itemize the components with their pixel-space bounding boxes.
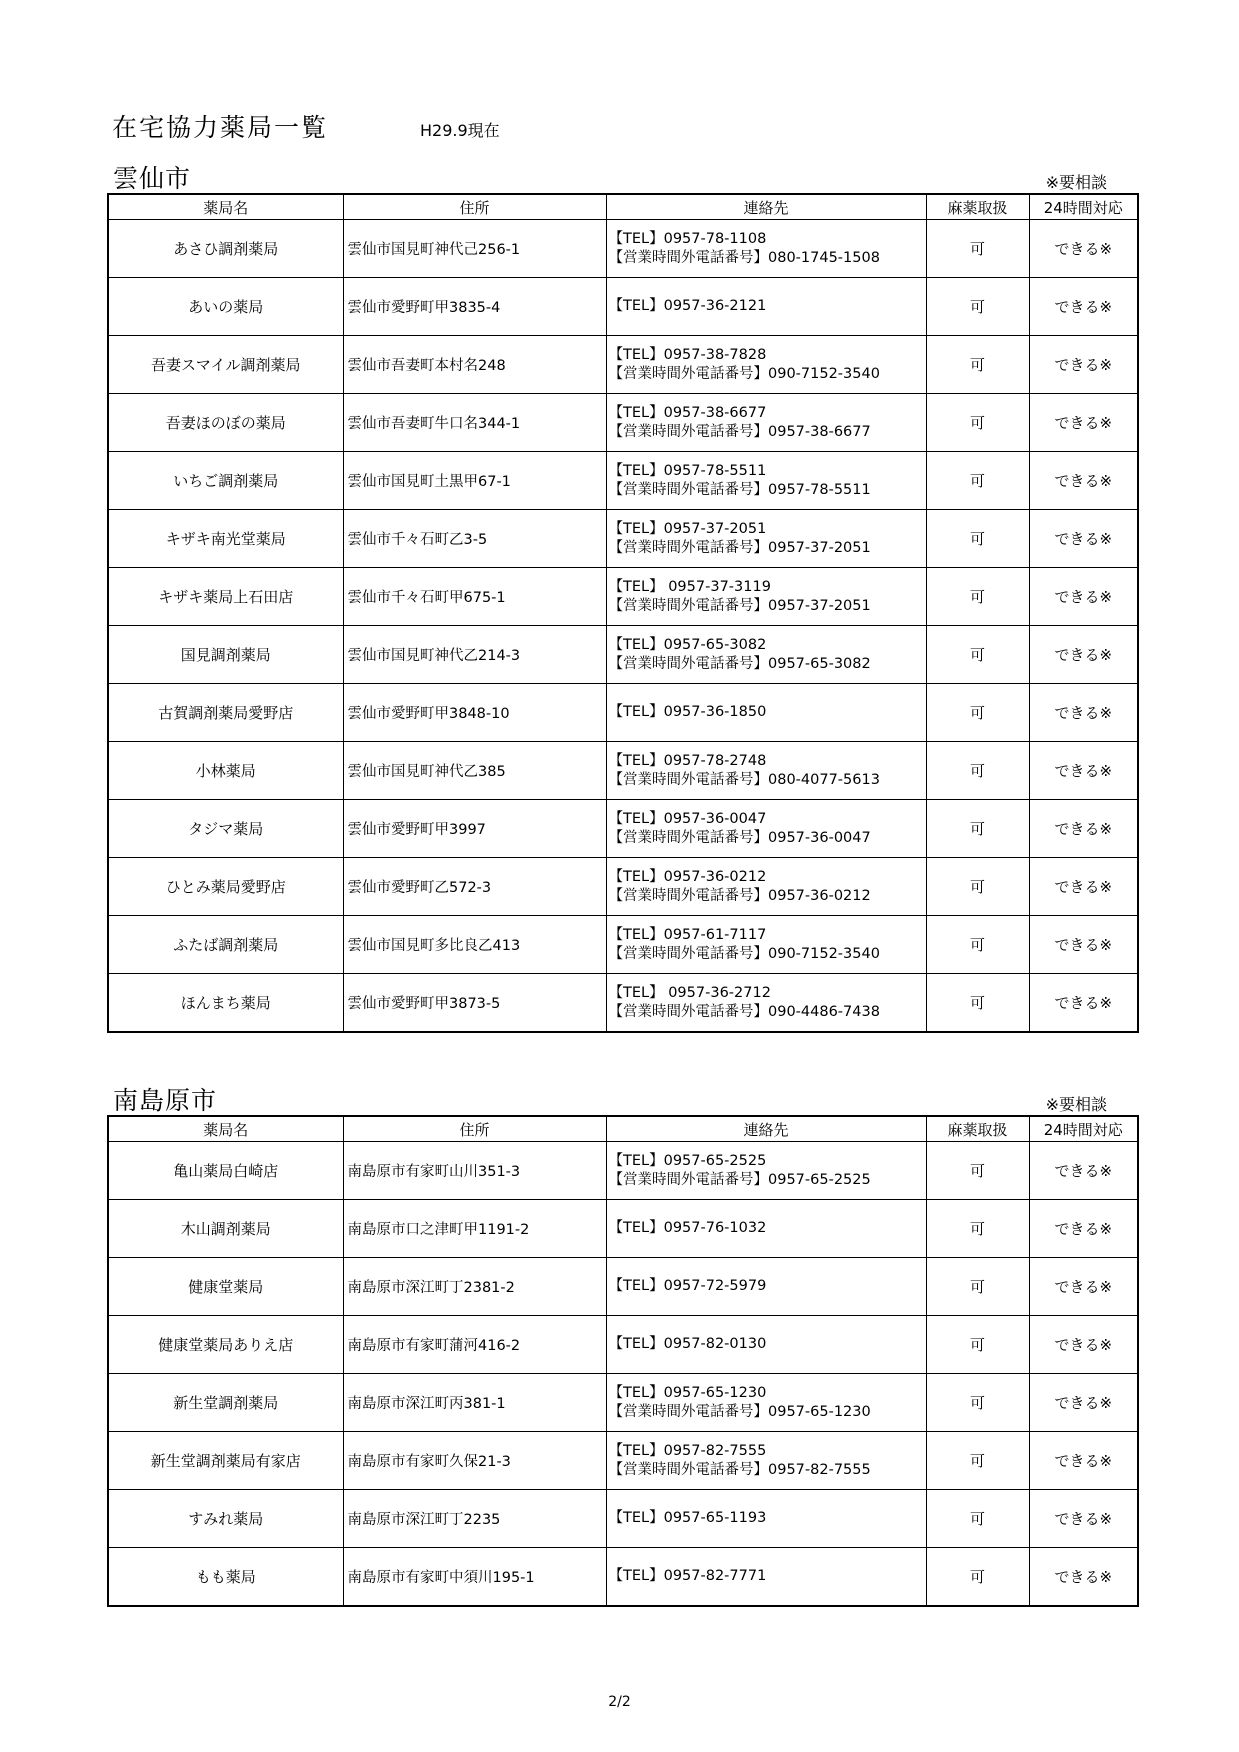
- pharmacy-contact: [606, 452, 926, 510]
- pharmacy-contact: [606, 1432, 926, 1490]
- pharmacy-contact: [606, 684, 926, 742]
- narcotics-status: 可: [926, 1548, 1029, 1607]
- pharmacy-contact: [606, 1374, 926, 1432]
- contact-tel: 【TEL】0957-61-7117: [608, 926, 767, 943]
- col-header-24h: 24時間対応: [1029, 194, 1138, 220]
- table-row: [108, 510, 1138, 568]
- pharmacy-name: 吾妻ほのぼの薬局: [108, 394, 343, 452]
- table-row: [108, 1548, 1138, 1607]
- narcotics-status: 可: [926, 916, 1029, 974]
- narcotics-status: 可: [926, 568, 1029, 626]
- section-city: 南島原市: [113, 1086, 218, 1115]
- table-row: [108, 916, 1138, 974]
- pharmacy-address: 雲仙市国見町神代己256-1: [343, 220, 606, 278]
- pharmacy-address: 雲仙市愛野町甲3997: [343, 800, 606, 858]
- pharmacy-contact: [606, 1316, 926, 1374]
- pharmacy-name: あいの薬局: [108, 278, 343, 336]
- page-title: 在宅協力薬局一覧: [112, 113, 329, 142]
- table-row: [108, 336, 1138, 394]
- contact-after-hours: 【営業時間外電話番号】0957-36-0047: [608, 829, 871, 846]
- pharmacy-name: 新生堂調剤薬局: [108, 1374, 343, 1432]
- pharmacy-name: 新生堂調剤薬局有家店: [108, 1432, 343, 1490]
- table-row: [108, 452, 1138, 510]
- support-24h-status: できる※: [1029, 742, 1138, 800]
- title-row: [112, 108, 500, 148]
- table-body: [108, 220, 1138, 1033]
- table-row: [108, 1142, 1138, 1200]
- contact-tel: 【TEL】0957-65-3082: [608, 636, 767, 653]
- pharmacy-contact: [606, 626, 926, 684]
- contact-after-hours: 【営業時間外電話番号】0957-78-5511: [608, 481, 871, 498]
- contact-tel: 【TEL】0957-76-1032: [608, 1220, 767, 1236]
- pharmacy-name: 古賀調剤薬局愛野店: [108, 684, 343, 742]
- section-header: [107, 163, 1137, 193]
- pharmacy-address: 雲仙市国見町神代乙214-3: [343, 626, 606, 684]
- contact-tel: 【TEL】0957-78-1108: [608, 230, 767, 247]
- table-header-row: [108, 194, 1138, 220]
- support-24h-status: できる※: [1029, 1200, 1138, 1258]
- pharmacy-address: 雲仙市国見町土黒甲67-1: [343, 452, 606, 510]
- table-row: [108, 1490, 1138, 1548]
- pharmacy-contact: [606, 220, 926, 278]
- narcotics-status: 可: [926, 1374, 1029, 1432]
- narcotics-status: 可: [926, 510, 1029, 568]
- pharmacy-name: いちご調剤薬局: [108, 452, 343, 510]
- support-24h-status: できる※: [1029, 1490, 1138, 1548]
- contact-after-hours: 【営業時間外電話番号】0957-38-6677: [608, 423, 871, 440]
- contact-after-hours: 【営業時間外電話番号】080-1745-1508: [608, 249, 880, 266]
- support-24h-status: できる※: [1029, 684, 1138, 742]
- pharmacy-name: 健康堂薬局: [108, 1258, 343, 1316]
- table-row: [108, 626, 1138, 684]
- pharmacy-address: 雲仙市千々石町乙3-5: [343, 510, 606, 568]
- pharmacy-contact: [606, 858, 926, 916]
- contact-tel: 【TEL】0957-82-7555: [608, 1442, 767, 1459]
- pharmacy-address: 雲仙市国見町神代乙385: [343, 742, 606, 800]
- contact-tel: 【TEL】0957-36-2121: [608, 298, 767, 314]
- pharmacy-name: ふたば調剤薬局: [108, 916, 343, 974]
- section-note: ※要相談: [1045, 1095, 1107, 1114]
- narcotics-status: 可: [926, 626, 1029, 684]
- support-24h-status: できる※: [1029, 510, 1138, 568]
- pharmacy-contact: [606, 1490, 926, 1548]
- table-row: [108, 858, 1138, 916]
- narcotics-status: 可: [926, 1200, 1029, 1258]
- col-header-narcotics: 麻薬取扱: [926, 194, 1029, 220]
- contact-tel: 【TEL】0957-78-5511: [608, 462, 767, 479]
- pharmacy-name: キザキ南光堂薬局: [108, 510, 343, 568]
- pharmacy-contact: [606, 1258, 926, 1316]
- pharmacy-address: 雲仙市愛野町甲3848-10: [343, 684, 606, 742]
- contact-tel: 【TEL】0957-38-7828: [608, 346, 767, 363]
- support-24h-status: できる※: [1029, 1142, 1138, 1200]
- support-24h-status: できる※: [1029, 1432, 1138, 1490]
- contact-after-hours: 【営業時間外電話番号】090-7152-3540: [608, 945, 880, 962]
- section-header: [107, 1085, 1137, 1115]
- pharmacy-address: 南島原市口之津町甲1191-2: [343, 1200, 606, 1258]
- contact-tel: 【TEL】 0957-37-3119: [608, 578, 771, 595]
- contact-tel: 【TEL】0957-36-0047: [608, 810, 767, 827]
- pharmacy-contact: [606, 278, 926, 336]
- pharmacy-name: 健康堂薬局ありえ店: [108, 1316, 343, 1374]
- narcotics-status: 可: [926, 1142, 1029, 1200]
- contact-after-hours: 【営業時間外電話番号】0957-37-2051: [608, 597, 871, 614]
- narcotics-status: 可: [926, 1432, 1029, 1490]
- pharmacy-address: 雲仙市国見町多比良乙413: [343, 916, 606, 974]
- pharmacy-name: ひとみ薬局愛野店: [108, 858, 343, 916]
- pharmacy-name: キザキ薬局上石田店: [108, 568, 343, 626]
- support-24h-status: できる※: [1029, 1258, 1138, 1316]
- pharmacy-contact: [606, 1548, 926, 1607]
- support-24h-status: できる※: [1029, 394, 1138, 452]
- pharmacy-address: 南島原市有家町山川351-3: [343, 1142, 606, 1200]
- pharmacy-contact: [606, 916, 926, 974]
- pharmacy-name: 木山調剤薬局: [108, 1200, 343, 1258]
- pharmacy-name: もも薬局: [108, 1548, 343, 1607]
- contact-tel: 【TEL】0957-36-1850: [608, 704, 767, 720]
- contact-after-hours: 【営業時間外電話番号】0957-65-1230: [608, 1403, 871, 1420]
- narcotics-status: 可: [926, 800, 1029, 858]
- contact-tel: 【TEL】0957-65-1193: [608, 1510, 767, 1526]
- section-note: ※要相談: [1045, 173, 1107, 192]
- contact-tel: 【TEL】0957-65-1230: [608, 1384, 767, 1401]
- table-row: [108, 278, 1138, 336]
- table-row: [108, 1200, 1138, 1258]
- pharmacy-name: 小林薬局: [108, 742, 343, 800]
- contact-after-hours: 【営業時間外電話番号】0957-37-2051: [608, 539, 871, 556]
- pharmacy-address: 南島原市有家町蒲河416-2: [343, 1316, 606, 1374]
- contact-after-hours: 【営業時間外電話番号】0957-65-2525: [608, 1171, 871, 1188]
- contact-tel: 【TEL】0957-36-0212: [608, 868, 767, 885]
- contact-after-hours: 【営業時間外電話番号】090-4486-7438: [608, 1003, 880, 1020]
- support-24h-status: できる※: [1029, 858, 1138, 916]
- pharmacy-contact: [606, 394, 926, 452]
- table-row: [108, 1316, 1138, 1374]
- pharmacy-name: すみれ薬局: [108, 1490, 343, 1548]
- col-header-24h: 24時間対応: [1029, 1116, 1138, 1142]
- col-header-contact: 連絡先: [606, 1116, 926, 1142]
- contact-tel: 【TEL】 0957-36-2712: [608, 984, 771, 1001]
- support-24h-status: できる※: [1029, 220, 1138, 278]
- pharmacy-name: 吾妻スマイル調剤薬局: [108, 336, 343, 394]
- pharmacy-contact: [606, 1142, 926, 1200]
- contact-tel: 【TEL】0957-82-7771: [608, 1568, 767, 1584]
- pharmacy-address: 雲仙市吾妻町本村名248: [343, 336, 606, 394]
- page-number: 2/2: [608, 1694, 631, 1710]
- contact-after-hours: 【営業時間外電話番号】0957-36-0212: [608, 887, 871, 904]
- col-header-narcotics: 麻薬取扱: [926, 1116, 1029, 1142]
- table-row: [108, 1258, 1138, 1316]
- narcotics-status: 可: [926, 742, 1029, 800]
- support-24h-status: できる※: [1029, 974, 1138, 1033]
- narcotics-status: 可: [926, 336, 1029, 394]
- contact-tel: 【TEL】0957-37-2051: [608, 520, 767, 537]
- table-row: [108, 1432, 1138, 1490]
- table-row: [108, 974, 1138, 1033]
- support-24h-status: できる※: [1029, 1548, 1138, 1607]
- pharmacy-address: 雲仙市吾妻町牛口名344-1: [343, 394, 606, 452]
- narcotics-status: 可: [926, 394, 1029, 452]
- support-24h-status: できる※: [1029, 800, 1138, 858]
- support-24h-status: できる※: [1029, 452, 1138, 510]
- narcotics-status: 可: [926, 684, 1029, 742]
- support-24h-status: できる※: [1029, 626, 1138, 684]
- support-24h-status: できる※: [1029, 916, 1138, 974]
- col-header-name: 薬局名: [108, 1116, 343, 1142]
- contact-tel: 【TEL】0957-65-2525: [608, 1152, 767, 1169]
- table-row: [108, 684, 1138, 742]
- pharmacy-contact: [606, 974, 926, 1033]
- pharmacy-address: 雲仙市千々石町甲675-1: [343, 568, 606, 626]
- support-24h-status: できる※: [1029, 336, 1138, 394]
- col-header-address: 住所: [343, 1116, 606, 1142]
- pharmacy-name: タジマ薬局: [108, 800, 343, 858]
- pharmacy-address: 雲仙市愛野町甲3873-5: [343, 974, 606, 1033]
- narcotics-status: 可: [926, 974, 1029, 1033]
- narcotics-status: 可: [926, 278, 1029, 336]
- pharmacy-address: 南島原市有家町久保21-3: [343, 1432, 606, 1490]
- pharmacy-contact: [606, 800, 926, 858]
- col-header-contact: 連絡先: [606, 194, 926, 220]
- support-24h-status: できる※: [1029, 1316, 1138, 1374]
- contact-after-hours: 【営業時間外電話番号】0957-65-3082: [608, 655, 871, 672]
- table-row: [108, 1374, 1138, 1432]
- pharmacy-address: 南島原市有家町中須川195-1: [343, 1548, 606, 1607]
- contact-tel: 【TEL】0957-38-6677: [608, 404, 767, 421]
- pharmacy-name: 亀山薬局白崎店: [108, 1142, 343, 1200]
- pharmacy-name: 国見調剤薬局: [108, 626, 343, 684]
- contact-after-hours: 【営業時間外電話番号】080-4077-5613: [608, 771, 880, 788]
- contact-tel: 【TEL】0957-78-2748: [608, 752, 767, 769]
- narcotics-status: 可: [926, 858, 1029, 916]
- support-24h-status: できる※: [1029, 568, 1138, 626]
- col-header-address: 住所: [343, 194, 606, 220]
- table-row: [108, 568, 1138, 626]
- pharmacy-contact: [606, 510, 926, 568]
- contact-after-hours: 【営業時間外電話番号】0957-82-7555: [608, 1461, 871, 1478]
- pharmacy-contact: [606, 568, 926, 626]
- pharmacy-table: [107, 1115, 1139, 1607]
- table-header-row: [108, 1116, 1138, 1142]
- contact-tel: 【TEL】0957-72-5979: [608, 1278, 767, 1294]
- pharmacy-table: [107, 193, 1139, 1033]
- pharmacy-address: 南島原市深江町丁2381-2: [343, 1258, 606, 1316]
- pharmacy-name: あさひ調剤薬局: [108, 220, 343, 278]
- as-of-date: H29.9現在: [420, 121, 500, 140]
- section-minamishimabara: [107, 1085, 1137, 1607]
- table-row: [108, 394, 1138, 452]
- table-row: [108, 800, 1138, 858]
- narcotics-status: 可: [926, 1258, 1029, 1316]
- narcotics-status: 可: [926, 452, 1029, 510]
- pharmacy-name: ほんまち薬局: [108, 974, 343, 1033]
- support-24h-status: できる※: [1029, 278, 1138, 336]
- pharmacy-address: 南島原市深江町丙381-1: [343, 1374, 606, 1432]
- section-city: 雲仙市: [113, 164, 192, 193]
- contact-tel: 【TEL】0957-82-0130: [608, 1336, 767, 1352]
- table-row: [108, 220, 1138, 278]
- narcotics-status: 可: [926, 220, 1029, 278]
- pharmacy-address: 雲仙市愛野町乙572-3: [343, 858, 606, 916]
- pharmacy-contact: [606, 1200, 926, 1258]
- narcotics-status: 可: [926, 1316, 1029, 1374]
- narcotics-status: 可: [926, 1490, 1029, 1548]
- table-row: [108, 742, 1138, 800]
- pharmacy-contact: [606, 742, 926, 800]
- support-24h-status: できる※: [1029, 1374, 1138, 1432]
- col-header-name: 薬局名: [108, 194, 343, 220]
- pharmacy-address: 雲仙市愛野町甲3835-4: [343, 278, 606, 336]
- contact-after-hours: 【営業時間外電話番号】090-7152-3540: [608, 365, 880, 382]
- section-unzen: [107, 163, 1137, 1033]
- pharmacy-contact: [606, 336, 926, 394]
- table-body: [108, 1142, 1138, 1607]
- pharmacy-address: 南島原市深江町丁2235: [343, 1490, 606, 1548]
